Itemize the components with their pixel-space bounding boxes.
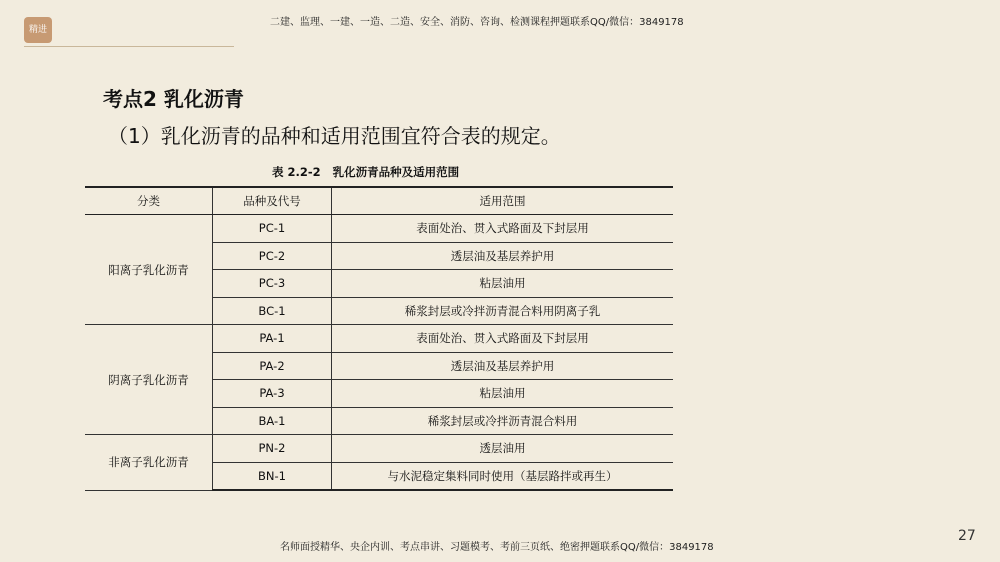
- top-banner: 二建、监理、一建、一造、二造、安全、消防、咨询、检测课程押题联系QQ/微信：3849178: [270, 17, 684, 28]
- scope-cell: 透层油及基层养护用: [332, 352, 674, 380]
- code-cell: PC-3: [213, 270, 332, 298]
- scope-cell: 与水泥稳定集料同时使用（基层路拌或再生）: [332, 462, 674, 490]
- table-header-row: [85, 187, 673, 215]
- scope-cell: 稀浆封层或冷拌沥青混合料用阴离子乳: [332, 297, 674, 325]
- category-cell: 阴离子乳化沥青: [85, 325, 213, 435]
- header-divider: [24, 46, 234, 47]
- table-row: [85, 215, 673, 243]
- scope-cell: 粘层油用: [332, 380, 674, 408]
- code-cell: PA-1: [213, 325, 332, 353]
- bottom-banner: 名师面授精华、央企内训、考点串讲、习题模考、考前三页纸、绝密押题联系QQ/微信：3849178: [280, 542, 714, 553]
- category-cell: 阳离子乳化沥青: [85, 215, 213, 325]
- scope-cell: 表面处治、贯入式路面及下封层用: [332, 215, 674, 243]
- section-subheading: （1）乳化沥青的品种和适用范围宜符合表的规定。: [108, 124, 561, 148]
- code-cell: PC-1: [213, 215, 332, 243]
- category-cell: 非离子乳化沥青: [85, 435, 213, 491]
- page-number: 27: [958, 528, 976, 544]
- code-cell: PN-2: [213, 435, 332, 463]
- code-cell: PA-2: [213, 352, 332, 380]
- code-cell: BC-1: [213, 297, 332, 325]
- header-category: 分类: [85, 187, 213, 215]
- code-cell: BA-1: [213, 407, 332, 435]
- code-cell: PA-3: [213, 380, 332, 408]
- table-row: [85, 435, 673, 463]
- section-heading: 考点2 乳化沥青: [103, 87, 244, 111]
- scope-cell: 透层油用: [332, 435, 674, 463]
- scope-cell: 粘层油用: [332, 270, 674, 298]
- scope-cell: 表面处治、贯入式路面及下封层用: [332, 325, 674, 353]
- code-cell: PC-2: [213, 242, 332, 270]
- header-code: 品种及代号: [213, 187, 332, 215]
- table-caption: 表 2.2-2 乳化沥青品种及适用范围: [272, 165, 460, 179]
- logo: 精进: [24, 17, 52, 43]
- header-scope: 适用范围: [332, 187, 674, 215]
- emulsified-asphalt-table: [85, 186, 673, 491]
- scope-cell: 稀浆封层或冷拌沥青混合料用: [332, 407, 674, 435]
- scope-cell: 透层油及基层养护用: [332, 242, 674, 270]
- table-row: [85, 325, 673, 353]
- code-cell: BN-1: [213, 462, 332, 490]
